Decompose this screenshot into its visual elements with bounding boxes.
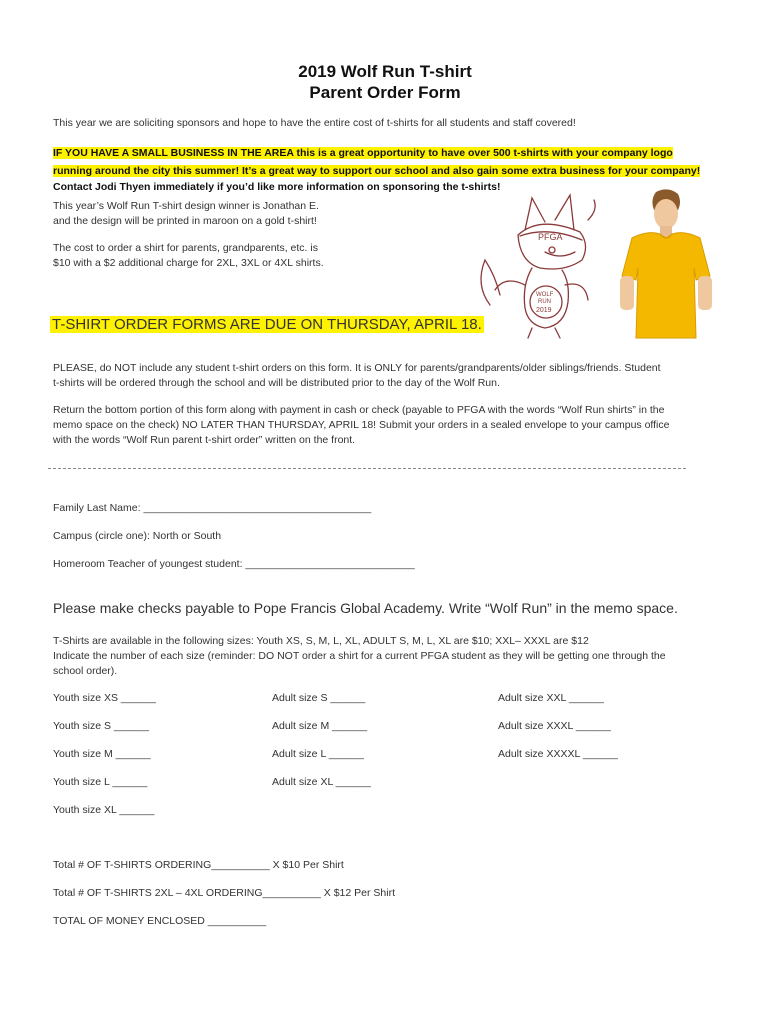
design-line: This year’s Wolf Run T-shirt design winner is Jonathan E. xyxy=(53,200,319,212)
youth-size-s-field[interactable]: Youth size S ______ xyxy=(53,720,149,732)
return-line: with the words “Wolf Run parent t-shirt order” written on the front. xyxy=(53,434,356,446)
adult-size-l-field[interactable]: Adult size L ______ xyxy=(272,748,364,760)
page-title: 2019 Wolf Run T-shirt xyxy=(298,62,472,81)
please-note xyxy=(53,361,661,391)
total-large-shirts-field[interactable]: Total # OF T-SHIRTS 2XL – 4XL ORDERING__________ X $12 Per Shirt xyxy=(53,887,396,899)
wolf-logo-text: RUN xyxy=(538,299,551,305)
design-line: and the design will be printed in maroon on a gold t-shirt! xyxy=(53,215,317,227)
adult-size-xl-field[interactable]: Adult size XL ______ xyxy=(272,776,371,788)
please-line: PLEASE, do NOT include any student t-shirt orders on this form. It is ONLY for parents/grandparents/older siblings/friends. Student xyxy=(53,362,661,374)
wolf-logo-text: 2019 xyxy=(536,307,552,314)
total-shirts-field[interactable]: Total # OF T-SHIRTS ORDERING__________ X $10 Per Shirt xyxy=(53,859,344,871)
total-money-field[interactable]: TOTAL OF MONEY ENCLOSED __________ xyxy=(53,915,267,927)
due-date-text: T-SHIRT ORDER FORMS ARE DUE ON THURSDAY, APRIL 18. xyxy=(52,316,482,333)
wolf-logo-text: WOLF xyxy=(536,292,554,298)
youth-size-xs-field[interactable]: Youth size XS ______ xyxy=(53,692,156,704)
adult-size-xxxxl-field[interactable]: Adult size XXXXL ______ xyxy=(498,748,618,760)
campus-field[interactable]: Campus (circle one): North or South xyxy=(53,530,222,542)
homeroom-field[interactable]: Homeroom Teacher of youngest student: _____________________________ xyxy=(53,558,415,570)
return-line: memo space on the check) NO LATER THAN THURSDAY, APRIL 18! Submit your orders in a sealed envelope to your campus office xyxy=(53,419,670,431)
family-name-field[interactable]: Family Last Name: _______________________________________ xyxy=(53,502,372,514)
adult-size-xxxl-field[interactable]: Adult size XXXL ______ xyxy=(498,720,611,732)
intro-text: This year we are soliciting sponsors and hope to have the entire cost of t-shirts for all students and staff covered! xyxy=(53,117,576,129)
cut-line-divider xyxy=(48,468,686,469)
design-text xyxy=(53,199,319,229)
please-line: t-shirts will be ordered through the school and will be distributed prior to the day of the Wolf Run. xyxy=(53,377,500,389)
return-line: Return the bottom portion of this form along with payment in cash or check (payable to PFGA with the words “Wolf Run shirts” in the xyxy=(53,404,665,416)
page-subtitle: Parent Order Form xyxy=(309,83,461,102)
wolf-mascot-drawing xyxy=(470,190,610,340)
cost-line: The cost to order a shirt for parents, grandparents, etc. is xyxy=(53,242,318,254)
due-date-banner xyxy=(50,314,484,336)
youth-size-xl-field[interactable]: Youth size XL ______ xyxy=(53,804,155,816)
youth-size-m-field[interactable]: Youth size M ______ xyxy=(53,748,151,760)
adult-size-xxl-field[interactable]: Adult size XXL ______ xyxy=(498,692,604,704)
youth-size-l-field[interactable]: Youth size L ______ xyxy=(53,776,148,788)
sizes-line: Indicate the number of each size (reminder: DO NOT order a shirt for a current PFGA student as they will be getting one through the xyxy=(53,650,666,662)
cost-line: $10 with a $2 additional charge for 2XL, 3XL or 4XL shirts. xyxy=(53,257,324,269)
wolf-badge-text: PFGA xyxy=(538,232,563,242)
checks-payable-note: Please make checks payable to Pope Francis Global Academy. Write “Wolf Run” in the memo space. xyxy=(53,600,678,616)
sizes-info xyxy=(53,634,666,679)
adult-size-s-field[interactable]: Adult size S ______ xyxy=(272,692,366,704)
tshirt-model-photo xyxy=(618,188,713,348)
return-instructions xyxy=(53,403,669,448)
highlight-contact: Contact Jodi Thyen immediately if you’d like more information on sponsoring the t-shirts! xyxy=(53,181,501,193)
cost-text xyxy=(53,241,324,271)
highlight-line: IF YOU HAVE A SMALL BUSINESS IN THE AREA this is a great opportunity to have over 500 t-shirts with your company logo xyxy=(53,147,673,159)
sizes-line: school order). xyxy=(53,665,118,677)
adult-size-m-field[interactable]: Adult size M ______ xyxy=(272,720,368,732)
sponsor-highlight xyxy=(53,143,700,195)
sizes-line: T-Shirts are available in the following sizes: Youth XS, S, M, L, XL, ADULT S, M, L, XL are $10; XXL– XXXL are $12 xyxy=(53,635,589,647)
highlight-line: running around the city this summer! It’s a great way to support our school and also gain some extra business for your company! xyxy=(53,165,701,177)
